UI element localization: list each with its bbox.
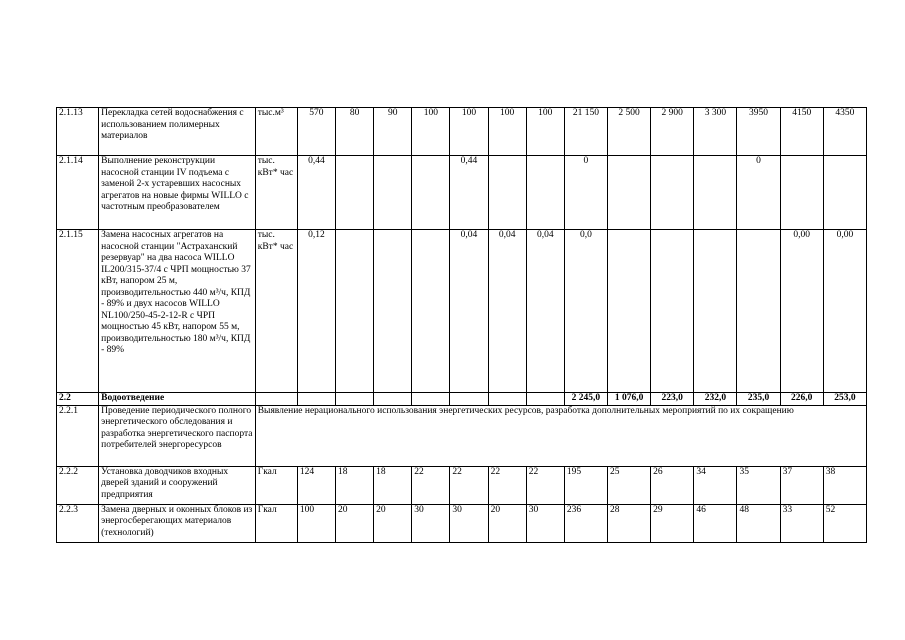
value-cell: 100 (526, 108, 564, 156)
value-cell (694, 156, 737, 230)
value-cell (526, 156, 564, 230)
value-cell: 100 (412, 108, 450, 156)
value-cell (608, 230, 651, 393)
value-cell (488, 156, 526, 230)
value-cell: 100 (297, 504, 335, 542)
value-cell (651, 230, 694, 393)
value-cell (737, 230, 780, 393)
row-number: 2.2.3 (57, 504, 99, 542)
value-cell (374, 230, 412, 393)
measure-name: Выполнение реконструкции насосной станции IV подъема с заменой 2-х устаревших насосных агрегатов на новые фирмы WILLO с частотным преобразователем (99, 156, 256, 230)
value-cell: 4150 (780, 108, 823, 156)
value-cell: 3 300 (694, 108, 737, 156)
value-cell: 30 (412, 504, 450, 542)
value-cell: 26 (651, 466, 694, 504)
value-cell: 0,00 (780, 230, 823, 393)
row-number: 2.1.15 (57, 230, 99, 393)
value-cell: 0,44 (297, 156, 335, 230)
value-cell (780, 156, 823, 230)
row-number: 2.1.13 (57, 108, 99, 156)
value-cell: 226,0 (780, 393, 823, 406)
value-cell: 100 (488, 108, 526, 156)
unit-cell (255, 393, 297, 406)
value-cell (608, 156, 651, 230)
measure-name: Замена насосных агрегатов на насосной станции "Астраханский резервуар" на два насоса WILLO IL200/315-37/4 с ЧРП мощностью 37 кВт, напором 25 м, производительностью 440 м³/ч, КПД - 89% и двух насосов WILLO NL100/250-45-2-12-R с ЧРП мощностью 45 кВт, напором 55 м, производительностью 180 м³/ч, КПД - 89% (99, 230, 256, 393)
table-row (57, 405, 867, 466)
value-cell: 124 (297, 466, 335, 504)
section-row (57, 393, 867, 406)
merged-description: Выявление нерационального использования энергетических ресурсов, разработка дополнительных мероприятий по их сокращению (255, 405, 866, 466)
row-number: 2.1.14 (57, 156, 99, 230)
value-cell: 0,0 (564, 230, 607, 393)
unit-cell: тыс. кВт* час (255, 156, 297, 230)
value-cell (412, 230, 450, 393)
value-cell: 34 (694, 466, 737, 504)
row-number: 2.2.2 (57, 466, 99, 504)
value-cell: 100 (450, 108, 488, 156)
value-cell: 18 (374, 466, 412, 504)
measure-name: Замена дверных и оконных блоков из энергосберегающих материалов (технологий) (99, 504, 256, 542)
unit-cell: Гкал (255, 466, 297, 504)
value-cell (297, 393, 335, 406)
table-row (57, 504, 867, 542)
unit-cell: Гкал (255, 504, 297, 542)
value-cell: 18 (336, 466, 374, 504)
value-cell: 25 (608, 466, 651, 504)
value-cell: 2 245,0 (564, 393, 607, 406)
value-cell: 20 (488, 504, 526, 542)
table-row (57, 108, 867, 156)
section-title: Водоотведение (99, 393, 256, 406)
row-number: 2.2.1 (57, 405, 99, 466)
value-cell: 570 (297, 108, 335, 156)
value-cell (823, 156, 866, 230)
value-cell (526, 393, 564, 406)
value-cell: 37 (780, 466, 823, 504)
value-cell: 3950 (737, 108, 780, 156)
value-cell: 29 (651, 504, 694, 542)
value-cell (450, 393, 488, 406)
value-cell: 30 (450, 504, 488, 542)
value-cell: 2 900 (651, 108, 694, 156)
value-cell: 30 (526, 504, 564, 542)
value-cell (412, 393, 450, 406)
value-cell: 20 (336, 504, 374, 542)
value-cell: 21 150 (564, 108, 607, 156)
table-row (57, 230, 867, 393)
value-cell: 0,12 (297, 230, 335, 393)
measure-name: Установка доводчиков входных дверей зданий и сооружений предприятия (99, 466, 256, 504)
value-cell: 223,0 (651, 393, 694, 406)
value-cell: 28 (608, 504, 651, 542)
measure-name: Перекладка сетей водоснабжения с использованием полимерных материалов (99, 108, 256, 156)
value-cell: 22 (450, 466, 488, 504)
value-cell (336, 156, 374, 230)
value-cell: 0,04 (450, 230, 488, 393)
value-cell: 0,00 (823, 230, 866, 393)
value-cell (412, 156, 450, 230)
measure-name: Проведение периодического полного энергетического обследования и разработка энергетического паспорта потребителей энергоресурсов (99, 405, 256, 466)
value-cell: 0 (564, 156, 607, 230)
value-cell: 35 (737, 466, 780, 504)
value-cell (336, 230, 374, 393)
value-cell: 0,04 (488, 230, 526, 393)
table-row (57, 466, 867, 504)
value-cell (694, 230, 737, 393)
value-cell: 0 (737, 156, 780, 230)
value-cell (651, 156, 694, 230)
value-cell: 1 076,0 (608, 393, 651, 406)
value-cell: 22 (526, 466, 564, 504)
value-cell: 46 (694, 504, 737, 542)
table-row (57, 156, 867, 230)
value-cell (336, 393, 374, 406)
row-number: 2.2 (57, 393, 99, 406)
value-cell: 22 (488, 466, 526, 504)
value-cell: 253,0 (823, 393, 866, 406)
value-cell (374, 156, 412, 230)
value-cell: 232,0 (694, 393, 737, 406)
value-cell: 20 (374, 504, 412, 542)
value-cell: 236 (564, 504, 607, 542)
value-cell: 52 (823, 504, 866, 542)
unit-cell: тыс.м³ (255, 108, 297, 156)
value-cell: 48 (737, 504, 780, 542)
value-cell: 33 (780, 504, 823, 542)
value-cell: 4350 (823, 108, 866, 156)
value-cell: 80 (336, 108, 374, 156)
unit-cell: тыс. кВт* час (255, 230, 297, 393)
value-cell: 235,0 (737, 393, 780, 406)
value-cell: 0,04 (526, 230, 564, 393)
value-cell (488, 393, 526, 406)
value-cell: 38 (823, 466, 866, 504)
value-cell (374, 393, 412, 406)
value-cell: 90 (374, 108, 412, 156)
value-cell: 22 (412, 466, 450, 504)
value-cell: 0,44 (450, 156, 488, 230)
value-cell: 195 (564, 466, 607, 504)
value-cell: 2 500 (608, 108, 651, 156)
measures-table (56, 107, 867, 543)
